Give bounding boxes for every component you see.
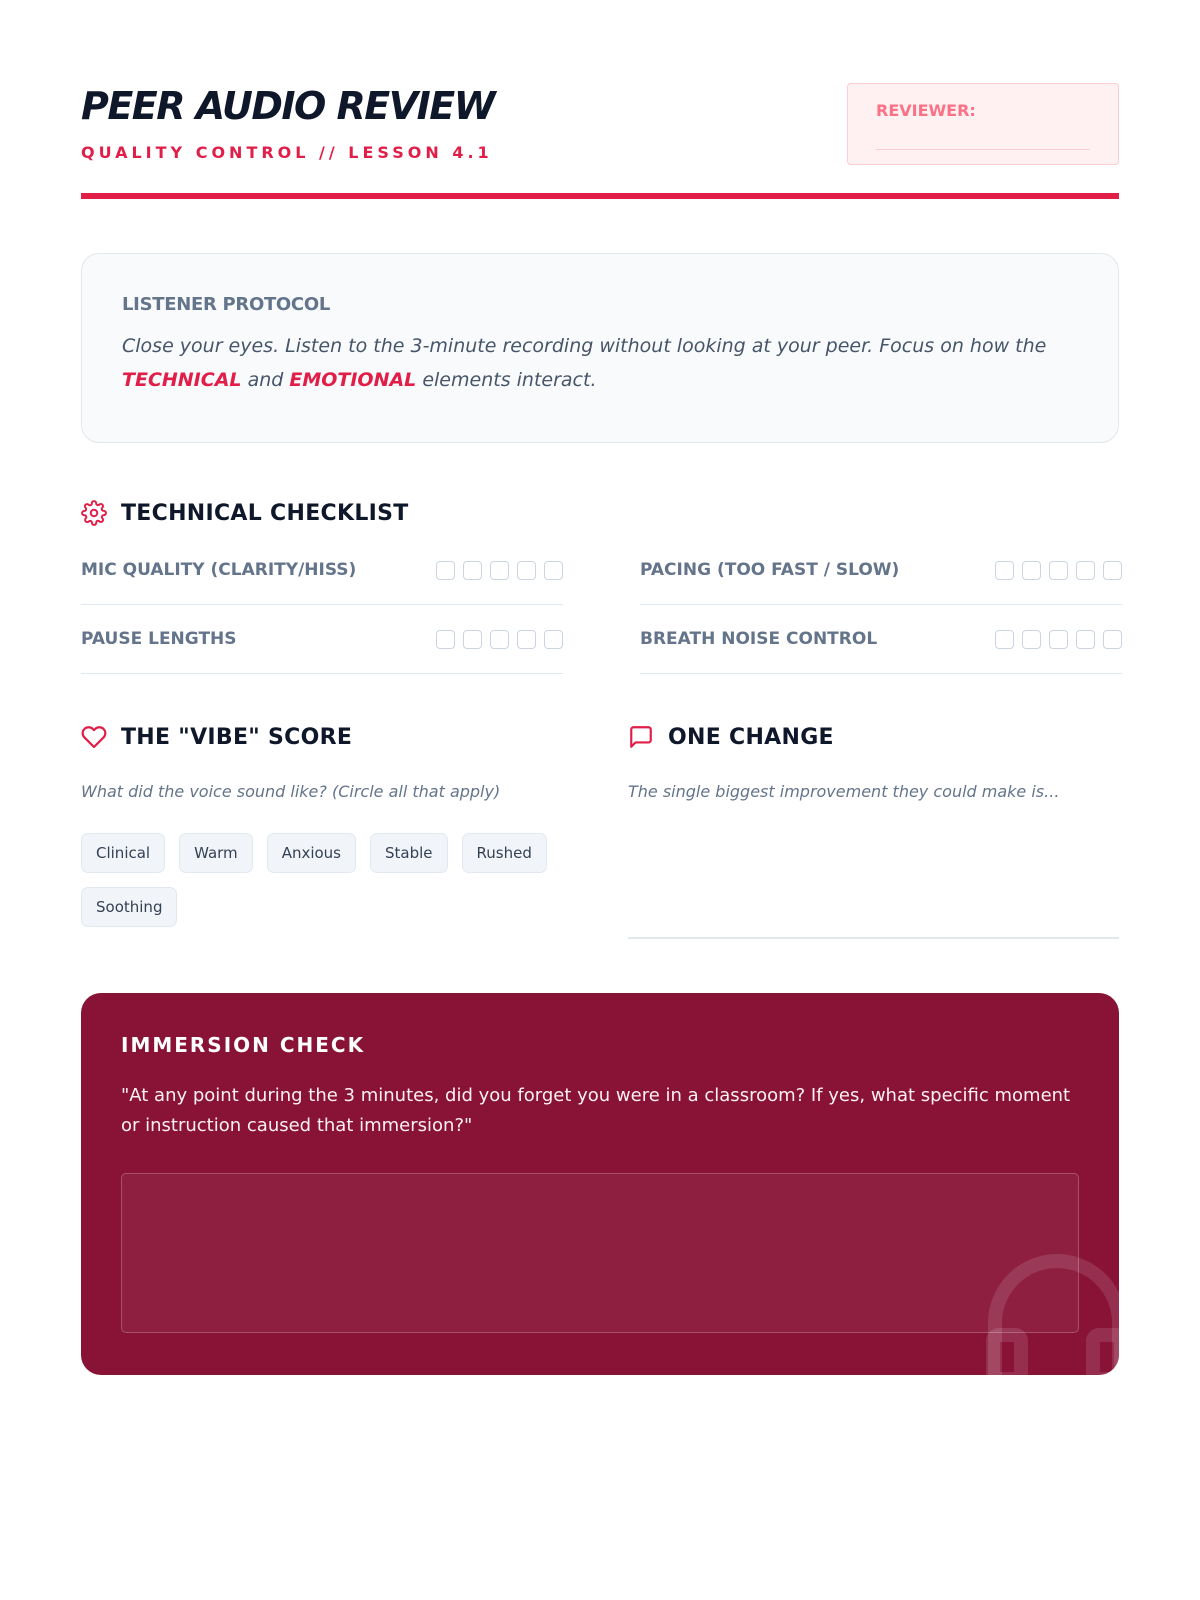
- gear-icon: [81, 500, 107, 526]
- protocol-highlight-technical: TECHNICAL: [122, 369, 242, 391]
- vibe-chip-anxious[interactable]: Anxious: [267, 833, 356, 873]
- rating-box-2[interactable]: [463, 561, 482, 580]
- speech-bubble-icon: [628, 724, 654, 750]
- rating-box-1[interactable]: [436, 630, 455, 649]
- check-item-label: MIC QUALITY (CLARITY/HISS): [81, 560, 357, 580]
- rating-box-4[interactable]: [517, 630, 536, 649]
- rating-boxes: [436, 561, 563, 580]
- vibe-chip-rushed[interactable]: Rushed: [462, 833, 547, 873]
- technical-checklist-heading: [81, 500, 409, 526]
- rating-box-2[interactable]: [463, 630, 482, 649]
- technical-checklist-title: TECHNICAL CHECKLIST: [121, 500, 409, 526]
- rating-box-5[interactable]: [544, 561, 563, 580]
- check-item-pause-lengths: [81, 624, 563, 674]
- one-change-hint: The single biggest improvement they could make is...: [628, 782, 1060, 801]
- vibe-chip-warm[interactable]: Warm: [179, 833, 253, 873]
- protocol-text-part: elements interact.: [422, 369, 597, 391]
- vibe-chip-stable[interactable]: Stable: [370, 833, 448, 873]
- vibe-score-heading: [81, 724, 352, 750]
- heart-icon: [81, 724, 107, 750]
- vibe-chip-soothing[interactable]: Soothing: [81, 887, 177, 927]
- rating-box-4[interactable]: [517, 561, 536, 580]
- header-divider: [81, 193, 1119, 199]
- one-change-answer-line[interactable]: [628, 937, 1119, 939]
- immersion-question: "At any point during the 3 minutes, did you forget you were in a classroom? If yes, what specific moment or instruction caused that immersion?": [121, 1085, 1071, 1136]
- check-item-label: PACING (TOO FAST / SLOW): [640, 560, 900, 580]
- rating-box-1[interactable]: [436, 561, 455, 580]
- protocol-text-part: and: [247, 369, 284, 391]
- protocol-title: LISTENER PROTOCOL: [122, 294, 331, 315]
- protocol-text-part: Close your eyes. Listen to the 3-minute recording without looking at your peer. Focus on how the: [122, 335, 1047, 357]
- vibe-options: [81, 833, 561, 927]
- reviewer-field[interactable]: [847, 83, 1119, 165]
- rating-box-5[interactable]: [1103, 561, 1122, 580]
- protocol-highlight-emotional: EMOTIONAL: [289, 369, 417, 391]
- rating-box-5[interactable]: [1103, 630, 1122, 649]
- rating-box-5[interactable]: [544, 630, 563, 649]
- vibe-score-title: THE "VIBE" SCORE: [121, 724, 353, 750]
- rating-box-2[interactable]: [1022, 561, 1041, 580]
- rating-box-3[interactable]: [490, 630, 509, 649]
- page-subtitle: QUALITY CONTROL // LESSON 4.1: [81, 143, 493, 162]
- rating-boxes: [995, 561, 1122, 580]
- immersion-check-panel: [81, 993, 1119, 1375]
- header: [81, 0, 1119, 200]
- immersion-answer-box[interactable]: [121, 1173, 1079, 1333]
- rating-box-1[interactable]: [995, 630, 1014, 649]
- check-item-label: PAUSE LENGTHS: [81, 629, 237, 649]
- rating-box-2[interactable]: [1022, 630, 1041, 649]
- reviewer-label: REVIEWER:: [876, 101, 976, 120]
- check-item-breath-noise: [640, 624, 1122, 674]
- rating-box-3[interactable]: [490, 561, 509, 580]
- listener-protocol-card: [81, 253, 1119, 443]
- protocol-text: [122, 329, 1078, 397]
- check-item-pacing: [640, 555, 1122, 605]
- one-change-heading: [628, 724, 834, 750]
- one-change-title: ONE CHANGE: [668, 724, 834, 750]
- rating-box-4[interactable]: [1076, 630, 1095, 649]
- reviewer-underline: [876, 149, 1090, 150]
- page-title: PEER AUDIO REVIEW: [81, 84, 495, 128]
- check-item-label: BREATH NOISE CONTROL: [640, 629, 878, 649]
- rating-boxes: [995, 630, 1122, 649]
- rating-box-1[interactable]: [995, 561, 1014, 580]
- vibe-chip-clinical[interactable]: Clinical: [81, 833, 165, 873]
- headphones-icon: [977, 1243, 1119, 1375]
- rating-box-4[interactable]: [1076, 561, 1095, 580]
- check-item-mic-quality: [81, 555, 563, 605]
- rating-box-3[interactable]: [1049, 630, 1068, 649]
- rating-box-3[interactable]: [1049, 561, 1068, 580]
- immersion-title: IMMERSION CHECK: [121, 1033, 366, 1057]
- rating-boxes: [436, 630, 563, 649]
- vibe-hint: What did the voice sound like? (Circle all that apply): [81, 782, 501, 801]
